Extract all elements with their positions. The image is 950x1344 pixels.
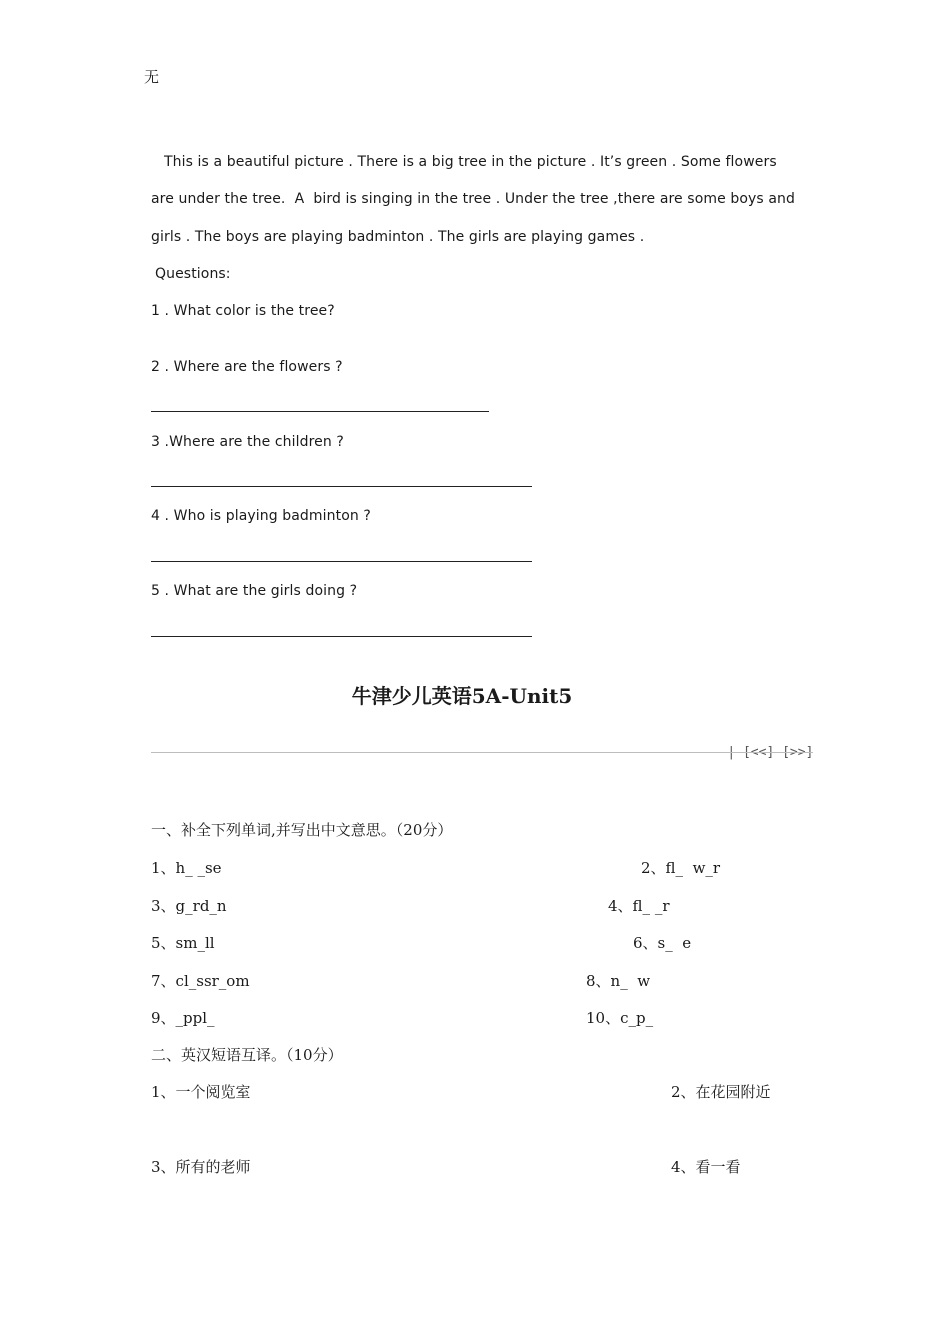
question-item: 2 . Where are the flowers ?	[151, 359, 343, 375]
passage-line: are under the tree. A bird is singing in the tree . Under the tree ,there are some boys and	[151, 191, 795, 207]
pager	[696, 723, 813, 783]
answer-line[interactable]	[151, 561, 532, 562]
passage-line: This is a beautiful picture . There is a big tree in the picture . It’s green . Some flowers	[164, 154, 777, 170]
pager-separator: |	[727, 745, 736, 760]
prev-page-link[interactable]: [<<]	[742, 745, 775, 760]
section1-heading: 一、补全下列单词,并写出中文意思。（20分）	[151, 821, 453, 839]
answer-line[interactable]	[151, 636, 532, 637]
header-char: 无	[144, 68, 160, 86]
questions-label: Questions:	[155, 266, 231, 282]
word-item: 1、h_ _se	[151, 859, 222, 877]
unit-title: 牛津少儿英语5A-Unit5	[351, 684, 573, 708]
section2-heading: 二、英汉短语互译。（10分）	[151, 1046, 343, 1064]
word-item: 9、_ppl_	[151, 1009, 215, 1027]
word-item: 6、s_ e	[633, 934, 692, 952]
word-item: 2、fl_ w_r	[641, 859, 721, 877]
question-item: 4 . Who is playing badminton ?	[151, 508, 371, 524]
phrase-item: 2、在花园附近	[671, 1083, 771, 1101]
answer-line[interactable]	[151, 411, 489, 412]
word-item: 5、sm_ll	[151, 934, 215, 952]
word-item: 3、g_rd_n	[151, 897, 227, 915]
next-page-link[interactable]: [>>]	[782, 745, 814, 760]
phrase-item: 3、所有的老师	[151, 1158, 251, 1176]
word-item: 7、cl_ssr_om	[151, 972, 250, 990]
divider	[151, 752, 813, 753]
question-item: 3 .Where are the children ?	[151, 434, 344, 450]
word-item: 4、fl_ _r	[608, 897, 670, 915]
phrase-item: 4、看一看	[671, 1158, 741, 1176]
question-item: 1 . What color is the tree?	[151, 303, 335, 319]
passage-line: girls . The boys are playing badminton . The girls are playing games .	[151, 229, 645, 245]
word-item: 8、n_ w	[586, 972, 651, 990]
word-item: 10、c_p_	[586, 1009, 654, 1027]
phrase-item: 1、一个阅览室	[151, 1083, 251, 1101]
answer-line[interactable]	[151, 486, 532, 487]
question-item: 5 . What are the girls doing ?	[151, 583, 358, 599]
